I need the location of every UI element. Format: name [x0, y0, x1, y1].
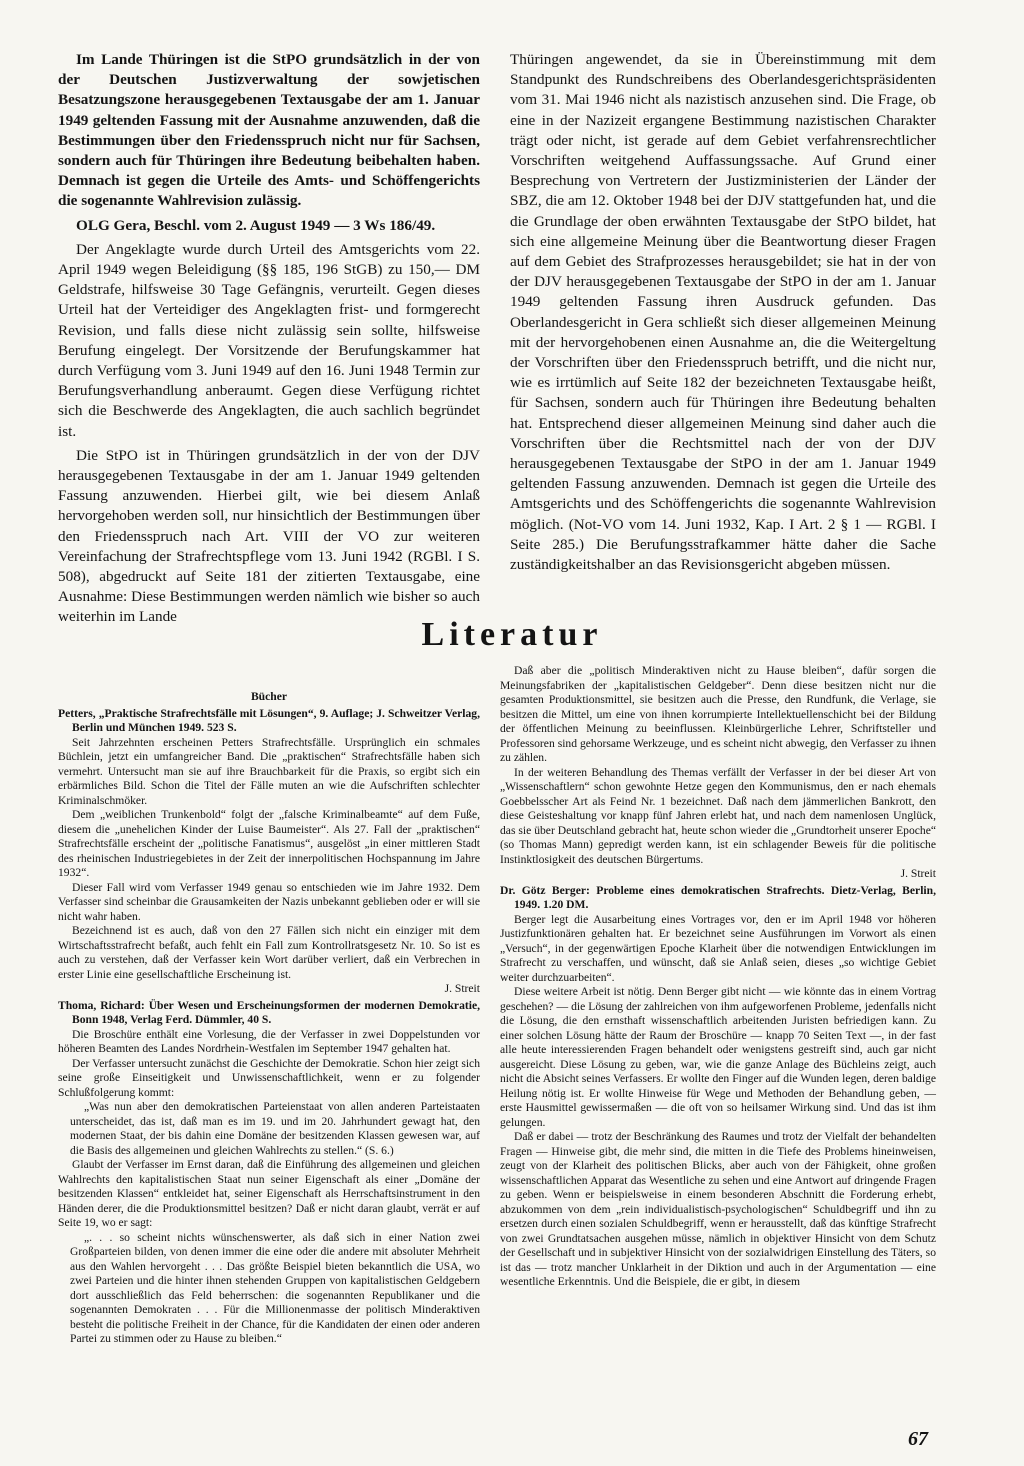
review-paragraph: Die Broschüre enthält eine Vorlesung, die der Verfasser in zwei Doppelstunden vor höheren Beamten des Landes Nordrhein-Westfalen im September 1947 gehalten hat. — [58, 1027, 480, 1055]
body-paragraph: Thüringen angewendet, da sie in Übereinstimmung mit dem Standpunkt des Rundschreibens des Oberlandesgerichtspräsidenten vom 31. Mai 1946 nicht als nazistisch anzusehen sind. Die Frage, ob eine in der Nazizeit ergangene Bestimmung nazistischen Charakter trägt oder nicht, ist gerade auf dem Gebiet verfahrensrechtlicher Vorschriften weitgehend Auffassungssache. Auf Grund einer Besprechung von Vertretern der Justizministerien der Länder der SBZ, die am 12. Oktober 1948 bei der DJV stattgefunden hat, und die die Grundlage der oben erwähnten Textausgabe der StPO bildet, hat sich eine allgemeine Meinung über die Beantwortung dieser Fragen auf dem Gebiet des Strafprozesses herausgebildet; sie hat in der von der DJV herausgegebenen Textausgabe der StPO in der am 1. Januar 1949 geltenden Fassung ihren Ausdruck gefunden. Das Oberlandesgericht in Gera schließt sich dieser allgemeinen Meinung mit der hervorgehobenen einen Ausnahme an, die die Weitergeltung der Vorschriften über den Friedensspruch betrifft, und die nicht nur, wie es irrtümlich auf Seite 182 der bezeichneten Textausgabe heißt, für Sachsen, sondern auch für Thüringen ihre Bedeutung behalten hat. Entsprechend dieser allgemeinen Meinung sind daher auch die Vorschriften über die Rechtsmittel nach der von der DJV herausgegebenen Textausgabe der StPO in der am 1. Januar 1949 geltenden Fassung anzuwenden. Demnach ist gegen die Urteile des Amtsgerichts und des Schöffengerichts die sogenannte Wahlrevision möglich. (Not-VO vom 14. Juni 1932, Kap. I Art. 2 § 1 — RGBl. I Seite 285.) Die Berufungsstrafkammer hätte daher die Sache zuständigkeitshalber an das Revisionsgericht abgeben müssen. — [510, 51, 936, 574]
review-heading: Dr. Götz Berger: Probleme eines demokratischen Strafrechts. Dietz-Verlag, Berlin, 1949. 1.20 DM. — [500, 883, 936, 911]
review-paragraph: Diese weitere Arbeit ist nötig. Denn Berger gibt nicht — wie könnte das in einem Vortrag geschehen? — die Lösung der zahlreichen von ihm aufgeworfenen Probleme, jedenfalls nicht die Lösung, die den ernsthaft wissenschaftlich arbeitenden Juristen befriedigen kann. Zu einer solchen Lösung hätte der Raum der Broschüre — knapp 70 Seiten Text —, in der fast alle heute interessierenden Fragen behandelt oder wenigstens gestreift sind, auch gar nicht ausgereicht. Diese Lösung zu geben, war, wie die ganze Anlage des Büchleins zeigt, auch nicht die Absicht seines Verfassers. Er wollte den Finger auf die Wunden legen, deren baldige Heilung nötig ist. Er wollte Hinweise für Wege und Methoden der Behandlung geben, — erste Hausmittel gewissermaßen — die oft von so heilsamer Wirkung sind. Und das ist ihm gelungen. — [500, 985, 936, 1129]
review-heading: Thoma, Richard: Über Wesen und Erscheinungsformen der modernen Demokratie, Bonn 1948, Verlag Ferd. Dümmler, 40 S. — [58, 998, 480, 1026]
review-heading: Petters, „Praktische Strafrechtsfälle mit Lösungen“, 9. Auflage; J. Schweitzer Verlag, Berlin und München 1949. 523 S. — [58, 706, 480, 734]
review-paragraph: Glaubt der Verfasser im Ernst daran, daß die Einführung des allgemeinen und gleichen Wahlrechts den kapitalistischen Staat nun seiner Eigenschaft als einer „Domäne der besitzenden Klassen“ entkleidet hat, seiner Eigenschaft als Herrschaftsinstrument in den Händen derer, die die Produktionsmittel besitzen? Daß er nicht daran glaubt, verrät er auf Seite 19, wo er sagt: — [58, 1158, 480, 1229]
court-citation: OLG Gera, Beschl. vom 2. August 1949 — 3 Ws 186/49. — [76, 216, 436, 234]
decision-left-column — [58, 50, 480, 632]
review-paragraph: Dieser Fall wird vom Verfasser 1949 genau so entschieden wie im Jahre 1932. Dem Verfasser sind scheinbar die Grausamkeiten der Nazis unbekannt geblieben oder er will sie nicht wahr haben. — [58, 880, 480, 923]
review-paragraph: Bezeichnend ist es auch, daß von den 27 Fällen sich nicht ein einziger mit dem Wirtschaftsstrafrecht befaßt, auch fehlt ein Fall zum Kontrollratsgesetz Nr. 10. So ist es auch zu verstehen, daß der Verfasser kein Wort darüber verliert, daß ein Verbrechen in erster Linie eine gesellschaftliche Erscheinung ist. — [58, 924, 480, 981]
review-paragraph: Seit Jahrzehnten erscheinen Petters Strafrechtsfälle. Ursprünglich ein schmales Büchlein, jetzt ein umfangreicher Band. Die „praktischen“ Strafrechtsfälle haben sich vermehrt. Untersucht man sie auf ihre Brauchbarkeit für die Praxis, so ergibt sich ein erbärmliches Bild. Schon die Titel der Fälle muten an wie die Aufschriften schlechter Kriminalschmöker. — [58, 735, 480, 807]
reviewer-signature: J. Streit — [444, 982, 480, 995]
review-paragraph: Daß aber die „politisch Minderaktiven nicht zu Hause bleiben“, dafür sorgen die Meinungsfabriken der „kapitalistischen Geldgeber“. Denn diese besitzen nicht nur die gesamten Produktionsmittel, sie besitzen auch die Presse, den Rundfunk, die Verlage, sie besitzen die Mittel, um eine von ihnen korrumpierte Intellektuellenschicht bei der Bildung der öffentlichen Meinung zu beeinflussen. Kleinbürgerliche Lehrer, Schriftsteller und Professoren sind gehorsame Werkzeuge, und es scheint nicht abwegig, den Verfasser zu ihnen zu zählen. — [500, 664, 936, 764]
block-quote: „Was nun aber den demokratischen Parteienstaat von allen anderen Parteistaaten unterscheidet, das ist, daß man es im 19. und im 20. Jahrhundert gewagt hat, den modernen Staat, der bis dahin eine Domäne der besitzenden Klassen gewesen war, auf die Basis des allgemeinen und gleichen Wahlrechts zu stellen.“ (S. 6.) — [70, 1100, 480, 1157]
review-paragraph: Der Verfasser untersucht zunächst die Geschichte der Demokratie. Schon hier zeigt sich seine große Einseitigkeit und Unwissenschaftlichkeit, wenn er zu folgender Schlußfolgerung kommt: — [58, 1056, 480, 1099]
decision-right-column — [510, 50, 936, 579]
review-paragraph: Dem „weiblichen Trunkenbold“ folgt der „falsche Kriminalbeamte“ auf dem Fuße, diesem die „unehelichen Kinder der Luise Baumeister“. Als 27. Fall der „praktischen“ Strafrechtsfälle erscheint der „politische Fanatismus“, ausgelöst „in einer mittleren Stadt des rheinischen Industriegebietes in der Zeit der innerpolitischen Hochspannung im Jahre 1932“. — [58, 808, 480, 879]
section-title: Literatur — [421, 616, 603, 653]
reviewer-signature: J. Streit — [900, 867, 936, 880]
review-paragraph: In der weiteren Behandlung des Themas verfällt der Verfasser in der bei dieser Art von „Wissenschaftlern“ schon gewohnte Hetze gegen den Kommunismus, den er nach ehemals Goebbelsscher Art als Feind Nr. 1 bezeichnet. Daß nach dem jämmerlichen Bankrott, den diese Geisteshaltung vor knapp fünf Jahren erlebt hat, und nach dem namenlosen Unglück, das sie über Deutschland gebracht hat, heute schon wieder die „Grundtorheit unserer Epoche“ (so Thomas Mann) gepredigt werden kann, ist ein schlagender Beweis für die politische Instinktlosigkeit des deutschen Bürgertums. — [500, 765, 936, 866]
page-number: 67 — [908, 1428, 928, 1450]
body-paragraph: Der Angeklagte wurde durch Urteil des Amtsgerichts vom 22. April 1949 wegen Beleidigung (§§ 185, 196 StGB) zu 150,— DM Geldstrafe, hilfsweise 30 Tage Gefängnis, verurteilt. Gegen dieses Urteil hat der Verteidiger des Angeklagten frist- und formgerecht Revision, und falls diese nicht zulässig sein sollte, hilfsweise Berufung eingelegt. Der Vorsitzende der Berufungskammer hat durch Verfügung vom 3. Juni 1949 auf den 16. Juni 1948 Termin zur Berufungsverhandlung anberaumt. Gegen diese Verfügung richtet sich die Beschwerde des Angeklagten, die auch sachlich begründet ist. — [58, 240, 480, 440]
review-paragraph: Daß er dabei — trotz der Beschränkung des Raumes und trotz der Vielfalt der behandelten Fragen — Hinweise gibt, die mehr sind, die mitten in die Tiefe des Problems hineinweisen, zeugt von der Klarheit des politischen Blicks, aber auch von der Fähigkeit, ohne großen wissenschaftlichen Apparat das Wesentliche zu sehen und eine Antwort auf dringende Fragen zu geben. Wenn er beispielsweise in einem besonderen Abschnitt die Forderung erhebt, abzukommen von dem „rein individualistisch-psychologischen“ Schuldbegriff und ihn zu ersetzen durch einen sozialen Schuldbegriff, wenn er herausstellt, daß das künftige Strafrecht von zwei Grundtatsachen ausgehen müsse, nämlich in objektiver Hinsicht von dem Schutz der Gesellschaft und in subjektiver Hinsicht von der sozialwidrigen Einstellung des Täters, so ist das — trotz mancher Unklarheit in der Diktion und auch in der Argumentation — eine wesentliche Erkenntnis. Und die Beispiele, die er gibt, in diesem — [500, 1130, 936, 1288]
body-paragraph: Die StPO ist in Thüringen grundsätzlich in der von der DJV herausgegebenen Textausgabe in der am 1. Januar 1949 geltenden Fassung anzuwenden. Hierbei gilt, wie bei diesem Anlaß hervorgehoben werden soll, nur hinsichtlich der Bestimmungen über den Friedensspruch nach Art. VIII der VO zur weiteren Vereinfachung der Strafrechtspflege vom 13. Juni 1942 (RGBl. I S. 508), abgedruckt auf Seite 181 der zitierten Textausgabe, eine Ausnahme: Diese Bestimmungen werden nämlich wie bisher so auch weiterhin im Lande — [58, 446, 480, 626]
review-paragraph: Berger legt die Ausarbeitung eines Vortrages vor, den er im April 1948 vor höheren Justizfunktionären gehalten hat. Er bezeichnet seine Ausführungen im Vorwort als einen „Versuch“, in der gegenwärtigen Epoche Klarheit über die notwendigen Entwicklungen im Strafrecht zu verschaffen, und wünscht, daß sie Anlaß seien, dieses „so wichtige Gebiet weiter durchzuarbeiten“. — [500, 912, 936, 984]
literature-left-column — [58, 690, 480, 1347]
books-subheading: Bücher — [250, 690, 288, 703]
literature-right-column — [500, 664, 936, 1290]
block-quote: „. . . so scheint nichts wünschenswerter, als daß sich in einer Nation zwei Großparteien bilden, von denen immer die eine oder die andere mit absoluter Mehrheit aus den Wahlen hervorgeht . . . Das größte Beispiel bieten bekanntlich die USA, wo zwei Parteien und die hinter ihnen stehenden Gruppen von kapitalistischen Geldgebern dort ausschließlich das Feld beherrschen: die sogenannten Republikaner und die sogenannten Demokraten . . . Für die Millionenmasse der politisch Minderaktiven besteht die politische Freiheit in der Chance, für die Kandidaten der einen oder anderen Partei zu stimmen oder zu Hause zu bleiben.“ — [70, 1230, 480, 1345]
headnote: Im Lande Thüringen ist die StPO grundsätzlich in der von der Deutschen Justizverwaltung der sowjetischen Besatzungszone herausgegebenen Textausgabe der am 1. Januar 1949 geltenden Fassung mit der Ausnahme anzuwenden, daß die Bestimmungen über den Friedensspruch nicht nur für Sachsen, sondern auch für Thüringen ihre Bedeutung beibehalten haben. Demnach ist gegen die Urteile des Amts- und Schöffengerichts die sogenannte Wahlrevision zulässig. — [58, 51, 480, 210]
